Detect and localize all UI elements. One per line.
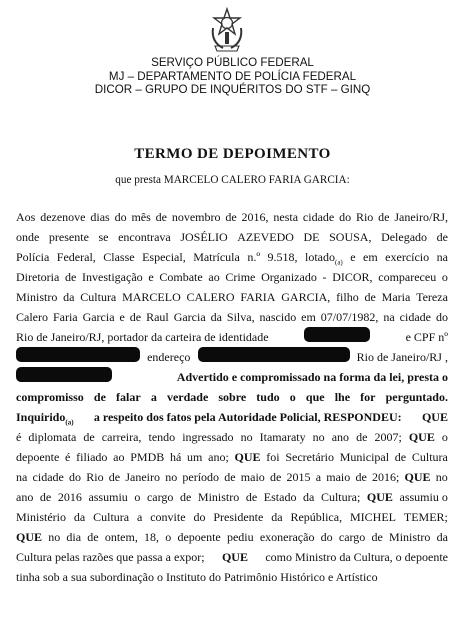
body-word: assumiu o <box>399 490 448 504</box>
body-word: do <box>339 210 352 224</box>
body-word: GARCIA, <box>281 290 331 304</box>
body-word: nascido <box>259 310 297 324</box>
body-word: ao <box>113 450 125 464</box>
body-word: a <box>150 390 157 404</box>
body-word: cidade <box>32 470 64 484</box>
body-word: em <box>363 250 378 264</box>
body-word: do <box>69 470 82 484</box>
body-word: ao <box>208 270 220 284</box>
body-word: Polícia <box>16 250 50 264</box>
body-word: compromisso <box>16 390 84 404</box>
body-word: no <box>48 530 61 544</box>
body-word: 2016 <box>57 490 82 504</box>
body-word: perguntado. <box>385 390 448 404</box>
body-word: é <box>16 430 22 444</box>
body-word: de <box>364 290 376 304</box>
body-line-12 <box>16 427 448 447</box>
body-word: encontrava <box>118 230 171 244</box>
body-word: for <box>360 390 376 404</box>
body-word: ingressado <box>182 430 234 444</box>
body-word: Garcia <box>173 310 206 324</box>
body-word: de <box>225 210 237 224</box>
body-word: dezenove <box>40 210 86 224</box>
body-word: é <box>65 450 71 464</box>
body-word: de <box>378 210 390 224</box>
body-word: cidade <box>302 210 335 224</box>
body-word: se <box>98 230 109 244</box>
body-text: como Ministro da Cultura, o depoente <box>265 550 448 564</box>
body-word: Janeiro <box>125 470 160 484</box>
body-word: foi <box>266 450 280 464</box>
body-word: depoente <box>177 530 221 544</box>
body-word: onde <box>16 230 40 244</box>
body-word: a <box>137 510 143 524</box>
body-word: e <box>350 250 356 264</box>
body-word: TEMER; <box>403 510 448 524</box>
body-word: de <box>87 530 99 544</box>
body-word: CALERO <box>186 290 235 304</box>
body-text: Cultura pelas razões que passa a expor; <box>16 550 205 564</box>
body-word: Ministério <box>16 510 66 524</box>
document-header <box>0 56 465 97</box>
body-word: Cultura <box>80 290 117 304</box>
body-word: de <box>355 470 367 484</box>
body-word: Silva, <box>226 310 255 324</box>
document-title: TERMO DE DEPOIMENTO <box>134 146 331 162</box>
redacted-address-continued <box>16 367 112 382</box>
body-word: de <box>269 470 282 484</box>
body-word: no <box>435 470 448 484</box>
subtitle-prefix: que presta <box>115 174 161 186</box>
inquirido-word: Inquirido$_{(a)}$ <box>16 410 74 427</box>
respondeu-text: a respeito dos fatos pela Autoridade Policial, RESPONDEU: <box>93 410 402 424</box>
body-word: de <box>180 490 192 504</box>
body-word: Crime <box>225 270 256 284</box>
body-word: AZEVEDO <box>237 230 294 244</box>
body-word: DE <box>303 230 320 244</box>
body-word: de <box>155 210 167 224</box>
body-word: cidade <box>399 310 431 324</box>
que-marker: QUE <box>221 550 248 564</box>
body-word: assumiu <box>88 490 128 504</box>
body-word: e <box>148 270 154 284</box>
body-line-5 <box>16 287 448 307</box>
body-word: de <box>93 390 106 404</box>
body-word: Matrícula <box>193 250 240 264</box>
body-word: de <box>65 270 77 284</box>
body-word: cargo <box>146 490 174 504</box>
body-word: ano <box>16 490 34 504</box>
testimony-body <box>16 207 448 587</box>
body-word: MARCELO <box>122 290 181 304</box>
body-word: da <box>303 490 315 504</box>
body-line-14 <box>16 467 448 487</box>
body-word: na <box>436 250 448 264</box>
body-word: PMDB <box>130 450 165 464</box>
body-word: da <box>271 510 283 524</box>
body-word: pediu <box>226 530 254 544</box>
body-word: Calero <box>16 310 48 324</box>
body-line-9 <box>16 367 448 387</box>
body-word: Cultura <box>411 450 448 464</box>
body-word: Presidente <box>213 510 264 524</box>
body-word: de <box>39 490 52 504</box>
body-word: de <box>224 470 236 484</box>
body-word: Raul <box>146 310 169 324</box>
body-word: do <box>435 310 448 324</box>
advertido-text: Advertido e compromissado na forma da lei, presta o <box>176 370 448 384</box>
body-word: de <box>108 470 121 484</box>
body-word: Rio <box>355 210 374 224</box>
body-word: de <box>129 310 142 324</box>
body-word: ontem, <box>104 530 138 544</box>
body-word: convite <box>150 510 186 524</box>
body-word: Faria <box>52 310 78 324</box>
body-word: JOSÉLIO <box>180 230 228 244</box>
body-word: de <box>245 490 258 504</box>
body-word: Tereza <box>416 290 448 304</box>
body-word: exoneração <box>259 530 315 544</box>
body-word: o <box>441 430 448 444</box>
body-word: 07/07/1982, <box>320 310 379 324</box>
body-word: Federal, <box>56 250 96 264</box>
que-marker: QUE <box>421 410 448 424</box>
body-line-2 <box>16 227 448 247</box>
body-word: e <box>119 310 125 324</box>
body-word: dia <box>66 530 82 544</box>
body-line-4 <box>16 267 448 287</box>
body-word: Itamaraty <box>259 430 306 444</box>
body-line-11 <box>16 407 448 427</box>
gender-subscript: (a) <box>334 258 343 267</box>
body-line-6 <box>16 307 448 327</box>
body-word: dias <box>90 210 110 224</box>
body-line-17 <box>16 527 448 547</box>
body-word: - <box>322 270 327 284</box>
body-word: 9.518, <box>267 250 298 264</box>
body-word: da <box>436 530 448 544</box>
body-word: ano <box>331 430 350 444</box>
header-line-2: MJ – DEPARTAMENTO DE POLÍCIA FEDERAL <box>108 69 357 83</box>
body-word: maio <box>326 470 351 484</box>
body-word: tendo <box>148 430 176 444</box>
body-word: compareceu <box>378 270 437 284</box>
body-word: que <box>305 390 325 404</box>
cpf-label: e CPF nº <box>405 330 448 344</box>
gender-subscript: (a) <box>65 418 74 427</box>
que-marker: QUE <box>234 450 261 464</box>
lotado-word: lotado$_{(a)}$ <box>304 250 343 267</box>
body-word: o <box>289 390 296 404</box>
body-word: no <box>165 470 178 484</box>
body-word: filiado <box>76 450 108 464</box>
body-word: Ministro <box>197 490 240 504</box>
address-city: Rio de Janeiro/RJ , <box>356 350 448 364</box>
que-marker: QUE <box>366 490 393 504</box>
body-word: Investigação <box>82 270 143 284</box>
body-word: n.º <box>247 250 261 264</box>
body-word: Municipal <box>339 450 390 464</box>
body-word: da <box>210 310 222 324</box>
body-word: na <box>16 470 28 484</box>
body-word: 18, <box>144 530 160 544</box>
body-word: Cultura; <box>320 490 361 504</box>
body-word: FARIA <box>240 290 276 304</box>
body-word: de <box>83 430 95 444</box>
body-word: SOUSA, <box>329 230 372 244</box>
body-word: novembro <box>171 210 221 224</box>
body-word: 2016, <box>241 210 269 224</box>
body-word: de <box>436 230 448 244</box>
body-word: Janeiro/RJ, <box>394 210 448 224</box>
body-line-13 <box>16 447 448 467</box>
body-word: Diretoria <box>16 270 60 284</box>
body-word: carreira, <box>101 430 142 444</box>
body-word: tudo <box>256 390 280 404</box>
body-text: tinha sob a sua subordinação o Instituto do Patrimônio Histórico e Artístico <box>16 570 378 584</box>
body-word: há <box>169 450 182 464</box>
body-word: lhe <box>334 390 351 404</box>
body-word: Combate <box>159 270 203 284</box>
body-word: sobre <box>218 390 247 404</box>
body-word: o <box>134 490 141 504</box>
body-word: de <box>371 530 383 544</box>
body-word: presente <box>48 230 89 244</box>
body-line-1 <box>16 207 448 227</box>
body-word: do <box>320 530 333 544</box>
body-line-19 <box>16 567 448 587</box>
body-word: da <box>73 510 86 524</box>
body-word: de <box>356 430 368 444</box>
body-word: diplomata <box>28 430 77 444</box>
body-word: Ministro <box>389 530 431 544</box>
que-marker: QUE <box>408 430 435 444</box>
body-word: Secretário <box>285 450 334 464</box>
body-word: a <box>315 470 322 484</box>
subtitle-name: MARCELO CALERO FARIA GARCIA: <box>163 174 350 186</box>
body-word: falar <box>116 390 141 404</box>
body-word: período <box>182 470 220 484</box>
body-line-7 <box>16 327 448 347</box>
redacted-id-number <box>304 327 370 342</box>
body-word: no <box>240 430 253 444</box>
body-word: de <box>394 450 407 464</box>
body-word: DICOR, <box>332 270 373 284</box>
body-word: 2007; <box>374 430 402 444</box>
header-line-3: DICOR – GRUPO DE INQUÉRITOS DO STF – GINQ <box>94 83 371 96</box>
body-word: Delegado <box>381 230 428 244</box>
body-word: cargo <box>338 530 366 544</box>
body-word: Rio <box>86 470 104 484</box>
body-word: Cultura <box>93 510 130 524</box>
redacted-address <box>198 347 350 362</box>
body-word: em <box>301 310 316 324</box>
body-word: maio <box>240 470 265 484</box>
body-line-16 <box>16 507 448 527</box>
body-word: Ministro <box>16 290 58 304</box>
redacted-cpf <box>16 347 140 362</box>
body-word: verdade <box>166 390 209 404</box>
body-word: o <box>165 530 172 544</box>
body-word: MICHEL <box>349 510 396 524</box>
body-word: no <box>312 430 325 444</box>
body-word: Maria <box>381 290 411 304</box>
que-marker: QUE <box>16 530 43 544</box>
body-word: mês <box>131 210 151 224</box>
body-line-3 <box>16 247 448 267</box>
body-line-8 <box>16 347 448 367</box>
body-word: ano; <box>208 450 229 464</box>
document-subtitle <box>0 174 465 186</box>
identity-text: Rio de Janeiro/RJ, portador da carteira de identidade <box>16 330 269 344</box>
body-word: Classe <box>103 250 135 264</box>
body-line-15 <box>16 487 448 507</box>
body-word: nesta <box>273 210 299 224</box>
body-word: depoente <box>16 450 60 464</box>
body-word: Especial, <box>142 250 186 264</box>
body-word: exercício <box>385 250 430 264</box>
body-word: Estado <box>263 490 297 504</box>
body-word: República, <box>290 510 343 524</box>
body-word: Garcia <box>82 310 115 324</box>
address-label: endereço <box>147 350 191 364</box>
body-word: Organizado <box>261 270 317 284</box>
body-line-18 <box>16 547 448 567</box>
body-word: na <box>383 310 395 324</box>
brazil-coat-of-arms-icon <box>207 6 247 54</box>
body-word: do <box>114 210 127 224</box>
body-word: 2015 <box>286 470 311 484</box>
body-word: o <box>441 270 448 284</box>
body-word: filho <box>336 290 359 304</box>
body-line-10 <box>16 387 448 407</box>
body-word: 2016; <box>371 470 400 484</box>
body-word: Aos <box>16 210 36 224</box>
que-marker: QUE <box>404 470 431 484</box>
body-word: do <box>193 510 206 524</box>
body-word: um <box>187 450 203 464</box>
header-line-1: SERVIÇO PÚBLICO FEDERAL <box>151 56 314 69</box>
body-word: da <box>63 290 75 304</box>
